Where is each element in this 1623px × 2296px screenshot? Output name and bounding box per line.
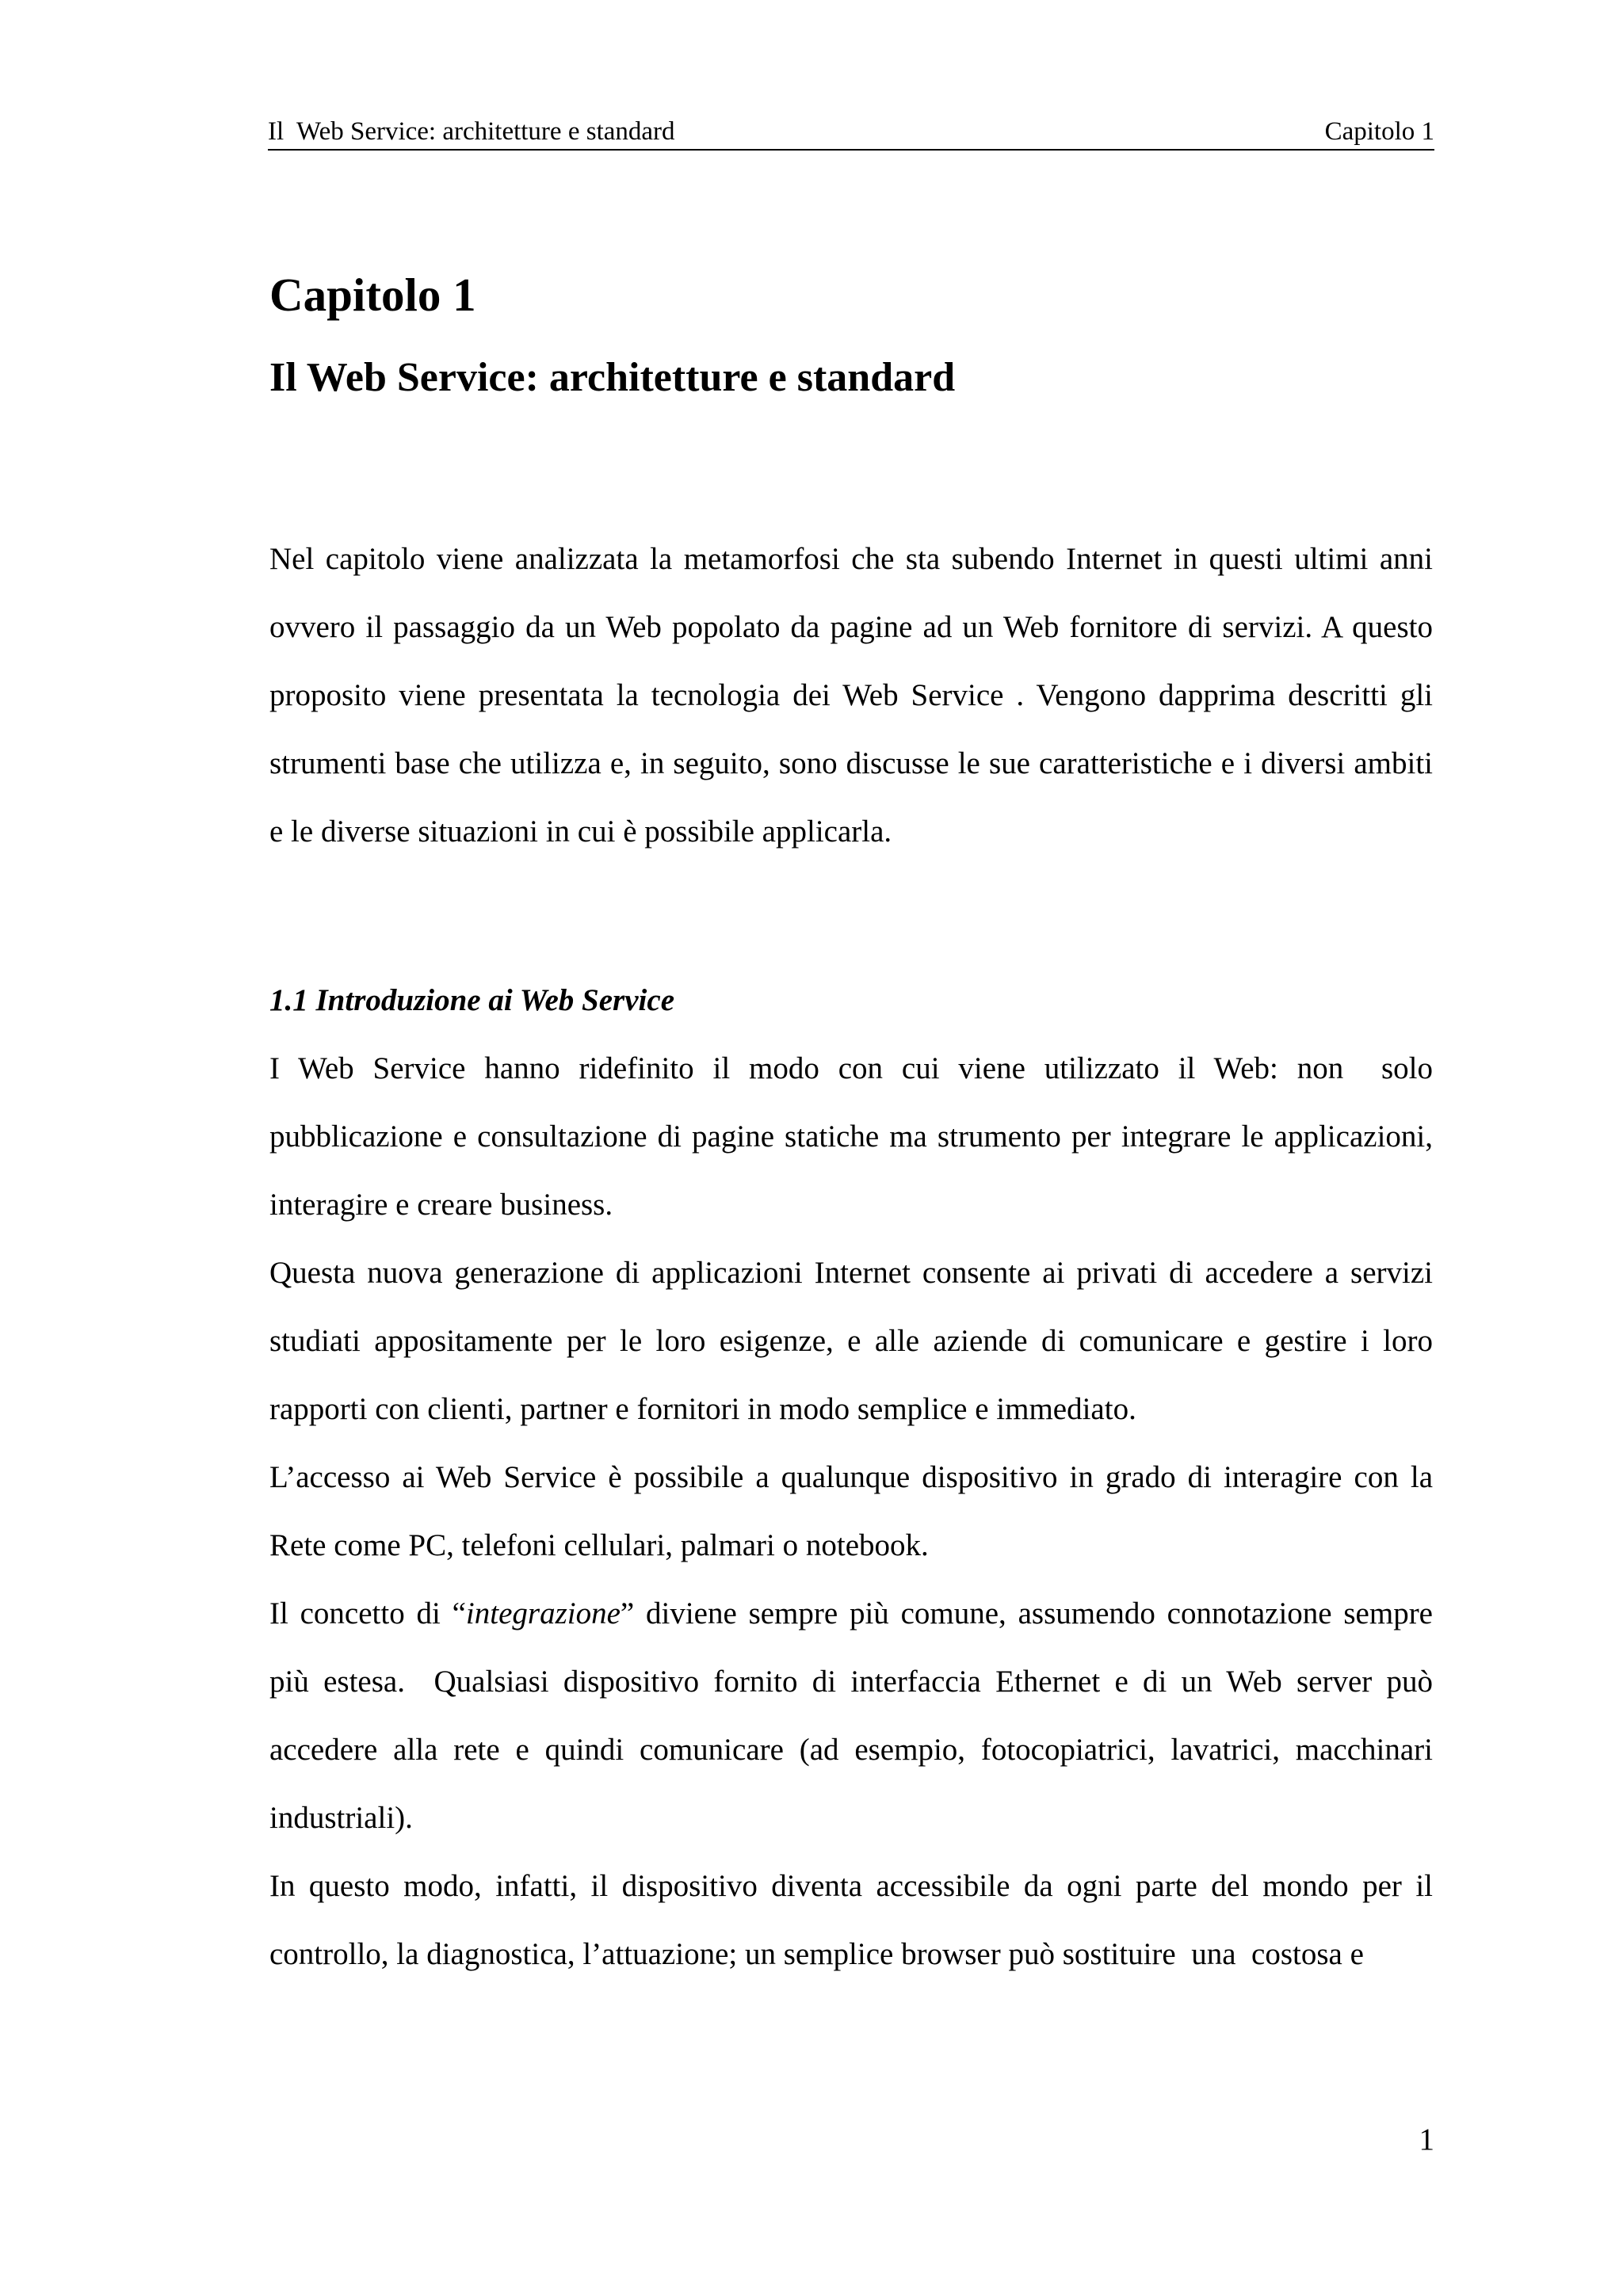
running-header bbox=[268, 113, 1434, 151]
section-heading: 1.1 Introduzione ai Web Service bbox=[269, 983, 674, 1017]
header-title: Il Web Service: architetture e standard bbox=[268, 117, 675, 146]
p4-rest: ” diviene sempre più comune, assumendo connotazione sempre più estesa. Qualsiasi dispositivo fornito di interfaccia Ethernet e di un Web server può accedere alla rete e quindi comunicare (ad esempio, fotocopiatrici, lavatrici, macchinari industriali). bbox=[269, 1596, 1441, 1835]
section-paragraph-4 bbox=[269, 1580, 1441, 1852]
chapter-number: Capitolo 1 bbox=[269, 269, 476, 321]
section-paragraph-2: Questa nuova generazione di applicazioni Internet consente ai privati di accedere a servizi studiati appositamente per le loro esigenze, e alle aziende di comunicare e gestire i loro rapporti con clienti, partner e fornitori in modo semplice e immediato. bbox=[269, 1256, 1433, 1426]
section-body bbox=[269, 1035, 1441, 1989]
section-paragraph-5: In questo modo, infatti, il dispositivo diventa accessibile da ogni parte del mondo per il controllo, la diagnostica, l’attuazione; un semplice browser può sostituire una costosa e bbox=[269, 1869, 1441, 1971]
header-divider bbox=[268, 149, 1434, 151]
chapter-title: Il Web Service: architetture e standard bbox=[269, 355, 956, 400]
page-number: 1 bbox=[1419, 2122, 1434, 2157]
header-chapter: Capitolo 1 bbox=[1324, 117, 1434, 146]
p4-lead: Il concetto di “ bbox=[269, 1596, 466, 1630]
section-paragraph-1: I Web Service hanno ridefinito il modo con cui viene utilizzato il Web: non solo pubblicazione e consultazione di pagine statiche ma strumento per integrare le applicazioni, interagire e creare business. bbox=[269, 1051, 1441, 1222]
intro-paragraph: Nel capitolo viene analizzata la metamorfosi che sta subendo Internet in questi ultimi anni ovvero il passaggio da un Web popolato da pagine ad un Web fornitore di servizi. A questo proposito viene presentata la tecnologia dei Web Service . Vengono dapprima descritti gli strumenti base che utilizza e, in seguito, sono discusse le sue caratteristiche e i diversi ambiti e le diverse situazioni in cui è possibile applicarla. bbox=[269, 542, 1433, 849]
p4-italic-term: integrazione bbox=[465, 1596, 621, 1630]
chapter-intro bbox=[269, 525, 1433, 866]
section-paragraph-3: L’accesso ai Web Service è possibile a qualunque dispositivo in grado di interagire con la Rete come PC, telefoni cellulari, palmari o notebook. bbox=[269, 1460, 1433, 1562]
